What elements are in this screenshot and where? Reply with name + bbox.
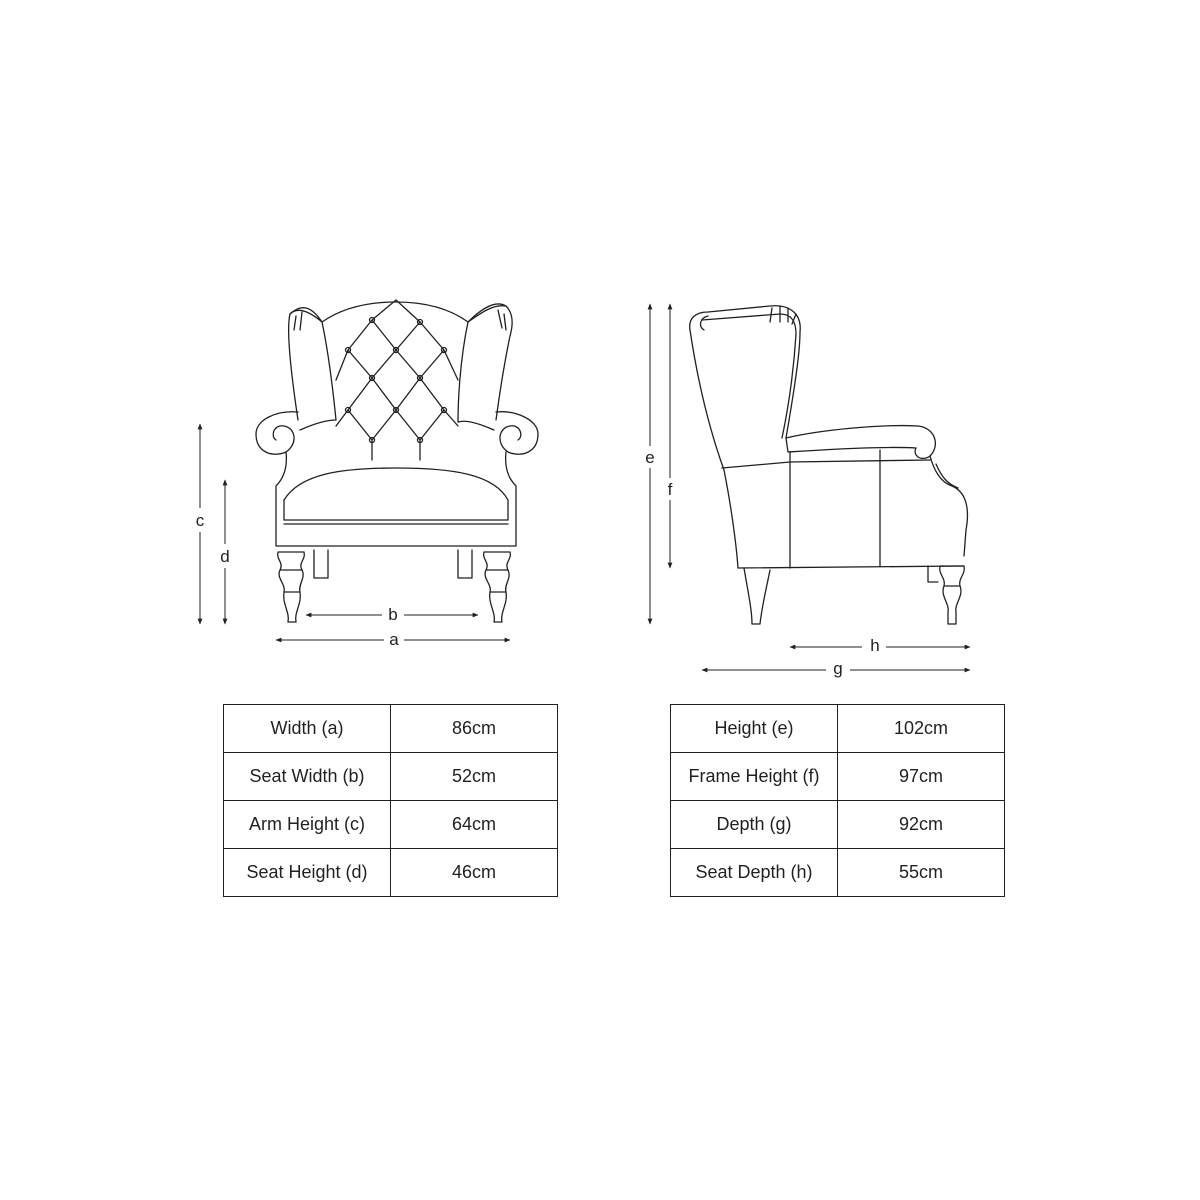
row-value: 92cm bbox=[838, 801, 1005, 849]
front-left-leg bbox=[278, 552, 305, 622]
row-label: Seat Depth (h) bbox=[671, 849, 838, 897]
row-label: Width (a) bbox=[224, 705, 391, 753]
row-value: 55cm bbox=[838, 849, 1005, 897]
front-left-arm bbox=[256, 412, 298, 455]
table-row bbox=[671, 753, 1005, 801]
table-row bbox=[224, 753, 558, 801]
front-right-arm bbox=[496, 412, 538, 455]
front-seat-cushion bbox=[284, 468, 508, 500]
front-view-chair bbox=[256, 300, 538, 622]
front-right-leg bbox=[484, 552, 511, 622]
front-dimensions-table bbox=[223, 704, 558, 897]
row-label: Height (e) bbox=[671, 705, 838, 753]
row-label: Seat Height (d) bbox=[224, 849, 391, 897]
dimension-lines bbox=[200, 304, 970, 670]
dim-label-e: e bbox=[645, 448, 655, 467]
table-row bbox=[671, 705, 1005, 753]
row-label: Frame Height (f) bbox=[671, 753, 838, 801]
dim-label-c: c bbox=[195, 511, 205, 530]
row-value: 52cm bbox=[391, 753, 558, 801]
dim-label-g: g bbox=[833, 659, 843, 678]
front-back-top bbox=[290, 302, 506, 322]
table-row bbox=[671, 849, 1005, 897]
row-label: Seat Width (b) bbox=[224, 753, 391, 801]
dim-label-d: d bbox=[220, 547, 230, 566]
row-label: Arm Height (c) bbox=[224, 801, 391, 849]
dim-label-a: a bbox=[389, 630, 399, 649]
side-dimensions-table bbox=[670, 704, 1005, 897]
dim-label-h: h bbox=[870, 636, 880, 655]
row-value: 102cm bbox=[838, 705, 1005, 753]
table-row bbox=[224, 801, 558, 849]
row-value: 97cm bbox=[838, 753, 1005, 801]
side-view-chair bbox=[690, 306, 968, 624]
front-tufting bbox=[336, 300, 458, 460]
row-value: 46cm bbox=[391, 849, 558, 897]
row-label: Depth (g) bbox=[671, 801, 838, 849]
side-arm bbox=[786, 426, 935, 459]
side-back bbox=[690, 306, 801, 438]
row-value: 64cm bbox=[391, 801, 558, 849]
side-front-leg bbox=[940, 566, 965, 624]
front-left-wing bbox=[289, 310, 322, 420]
table-row bbox=[671, 801, 1005, 849]
dim-label-b: b bbox=[388, 605, 398, 624]
dim-label-f: f bbox=[667, 480, 673, 499]
table-row bbox=[224, 705, 558, 753]
table-row bbox=[224, 849, 558, 897]
row-value: 86cm bbox=[391, 705, 558, 753]
dimension-letters bbox=[196, 448, 880, 678]
side-base bbox=[738, 566, 964, 568]
